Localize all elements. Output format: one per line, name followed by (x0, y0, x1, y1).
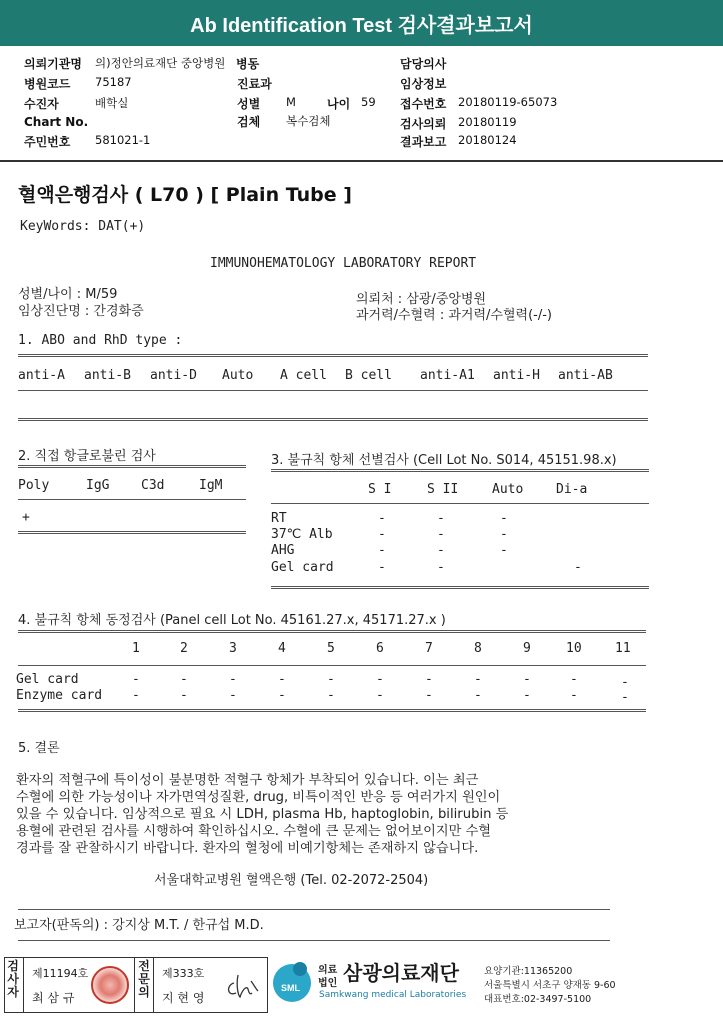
lab-report-title: IMMUNOHEMATOLOGY LABORATORY REPORT (210, 256, 477, 271)
panel-row-label: Enzyme card (16, 688, 103, 703)
abo-col: anti-A (18, 368, 65, 383)
screen-col: Di-a (556, 482, 588, 497)
sex-value: M (286, 95, 296, 109)
screen-cell: - (378, 511, 386, 526)
ward-label: 병동 (236, 57, 260, 71)
abo-col: anti-B (84, 368, 131, 383)
panel-col: 9 (523, 641, 531, 656)
specialist-license: 제333호 (162, 967, 205, 980)
divider (271, 469, 649, 472)
dept-label: 진료과 (237, 77, 272, 91)
conclusion-line: 경과를 잘 관찰하시기 바랍니다. 환자의 혈청에 비예기항체는 존재하지 않습니다. (16, 841, 479, 856)
panel-col: 5 (327, 641, 335, 656)
screen-cell: - (574, 560, 582, 575)
divider (18, 909, 610, 910)
abo-col: anti-AB (558, 368, 613, 383)
screen-cell: - (437, 527, 445, 542)
panel-cell: - (474, 688, 482, 703)
divider (271, 503, 649, 504)
age-value: 59 (361, 95, 376, 109)
signature-icon (224, 971, 260, 1001)
dat-col: IgM (199, 478, 223, 493)
dat-col: C3d (141, 478, 165, 493)
divider (18, 418, 648, 421)
sex-label: 성별 (237, 97, 261, 111)
hospital-code-value: 75187 (95, 75, 132, 89)
panel-cell: - (376, 688, 384, 703)
id-number-label: 주민번호 (24, 135, 71, 149)
signature-line: 서울대학교병원 혈액은행 (Tel. 02-2072-2504) (154, 873, 429, 888)
abo-col: B cell (345, 368, 392, 383)
diagnosis-line: 임상진단명 : 간경화증 (18, 304, 144, 319)
panel-col: 2 (180, 641, 188, 656)
panel-cell: - (180, 688, 188, 703)
conclusion-line: 환자의 적혈구에 특이성이 불분명한 적혈구 항체가 부착되어 있습니다. 이는 최근 (16, 773, 479, 788)
examiner-name: 최 삼 규 (32, 991, 75, 1005)
dat-col: IgG (86, 478, 110, 493)
panel-cell: - (523, 672, 531, 687)
divider (18, 531, 246, 534)
section-1-title: 1. ABO and RhD type : (18, 333, 183, 348)
abo-col: anti-A1 (420, 368, 475, 383)
panel-cell: - (278, 672, 286, 687)
examiner-license: 제11194호 (32, 967, 89, 980)
org-code: 요양기관:11365200 (484, 966, 573, 977)
keywords: KeyWords: DAT(+) (20, 219, 146, 234)
specialist-label-cell (134, 957, 154, 1013)
report-title: 혈액은행검사 ( L70 ) [ Plain Tube ] (18, 184, 352, 206)
screen-col: S I (368, 482, 392, 497)
screen-cell: - (437, 511, 445, 526)
screen-cell: - (500, 527, 508, 542)
examiner-label-cell (4, 957, 24, 1013)
screen-cell: - (378, 543, 386, 558)
panel-cell: - (132, 688, 140, 703)
screen-cell: - (437, 560, 445, 575)
panel-cell: - (229, 688, 237, 703)
panel-col: 8 (474, 641, 482, 656)
panel-cell: - (621, 675, 629, 690)
result-date-value: 20180124 (458, 133, 517, 147)
divider (18, 665, 646, 666)
request-date-label: 검사의뢰 (400, 117, 447, 131)
conclusion-line: 있을 수 있습니다. 임상적으로 필요 시 LDH, plasma Hb, haptoglobin, bilirubin 등 (16, 807, 509, 822)
screen-row-label: Gel card (271, 560, 334, 575)
panel-col: 7 (425, 641, 433, 656)
panel-cell: - (570, 672, 578, 687)
panel-col: 3 (229, 641, 237, 656)
history-line: 과거력/수혈력 : 과거력/수혈력(-/-) (356, 308, 553, 323)
request-date-value: 20180119 (458, 115, 517, 129)
screen-cell: - (500, 543, 508, 558)
divider (18, 709, 646, 712)
conclusion-line: 수혈에 의한 가능성이나 자가면역성질환, drug, 비특이적인 반응 등 여러가지 원인이 (16, 790, 501, 805)
screen-row-label: 37℃ Alb (271, 527, 333, 542)
receipt-label: 접수번호 (400, 97, 447, 111)
requester-line: 의뢰처 : 삼광/중앙병원 (356, 292, 487, 307)
abo-col: A cell (280, 368, 327, 383)
divider (18, 940, 610, 941)
hospital-code-label: 병원코드 (24, 77, 71, 91)
panel-cell: - (180, 672, 188, 687)
panel-cell: - (425, 688, 433, 703)
logo-text: SML (281, 983, 300, 993)
divider (18, 630, 646, 633)
section-5-title: 5. 결론 (18, 741, 60, 756)
section-3-title: 3. 불규칙 항체 선별검사 (Cell Lot No. S014, 45151.98.x) (271, 453, 617, 468)
abo-col: anti-H (493, 368, 540, 383)
org-prefix-top: 의료 (318, 965, 338, 976)
screen-cell: - (500, 511, 508, 526)
specimen-label: 검체 (237, 115, 261, 129)
divider (18, 465, 246, 468)
requester-value: 의)정안의료재단 중앙병원 (95, 56, 226, 70)
screen-cell: - (378, 527, 386, 542)
panel-cell: - (327, 688, 335, 703)
requester-label: 의뢰기관명 (24, 57, 82, 71)
panel-cell: - (376, 672, 384, 687)
divider (18, 354, 648, 357)
patient-value: 배학실 (95, 96, 129, 110)
chart-no-label: Chart No. (24, 115, 89, 129)
dat-poly-value: + (22, 510, 30, 525)
org-phone: 대표번호:02-3497-5100 (484, 994, 592, 1005)
screen-row-label: AHG (271, 543, 295, 558)
panel-cell: - (621, 690, 629, 705)
panel-cell: - (523, 688, 531, 703)
panel-col: 6 (376, 641, 384, 656)
dat-col: Poly (18, 478, 50, 493)
panel-cell: - (425, 672, 433, 687)
abo-col: anti-D (150, 368, 197, 383)
specialist-label: 전문의 (138, 959, 150, 999)
org-prefix-bottom: 법인 (318, 978, 338, 989)
id-number-value: 581021-1 (95, 133, 151, 147)
screen-col: S II (427, 482, 459, 497)
panel-cell: - (132, 672, 140, 687)
panel-col: 4 (278, 641, 286, 656)
specimen-value: 복수검체 (286, 114, 331, 128)
conclusion-line: 용혈에 관련된 검사를 시행하여 확인하십시오. 수혈에 큰 문제는 없어보이지만 수혈 (16, 824, 492, 839)
org-name: 삼광의료재단 (343, 961, 459, 985)
panel-row-label: Gel card (16, 672, 79, 687)
patient-label: 수진자 (24, 97, 59, 111)
sex-age-line: 성별/나이 : M/59 (18, 287, 118, 302)
panel-col: 10 (566, 641, 582, 656)
screen-cell: - (378, 560, 386, 575)
panel-col: 11 (615, 641, 631, 656)
screen-row-label: RT (271, 511, 287, 526)
panel-cell: - (570, 688, 578, 703)
divider (18, 499, 246, 500)
report-title-bar: Ab Identification Test 검사결과보고서 (0, 0, 723, 46)
specialist-name: 지 현 영 (162, 991, 205, 1005)
age-label: 나이 (327, 97, 351, 111)
reporter-line: 보고자(판독의) : 강지상 M.T. / 한규섭 M.D. (14, 918, 264, 933)
result-date-label: 결과보고 (400, 135, 447, 149)
panel-cell: - (474, 672, 482, 687)
panel-col: 1 (132, 641, 140, 656)
panel-cell: - (229, 672, 237, 687)
screen-col: Auto (492, 482, 524, 497)
panel-cell: - (278, 688, 286, 703)
receipt-value: 20180119-65073 (458, 95, 558, 109)
header-divider (0, 160, 723, 162)
org-address: 서울특별시 서초구 양재동 9-60 (484, 980, 616, 991)
section-2-title: 2. 직접 항글로불린 검사 (18, 449, 156, 464)
section-4-title: 4. 불규칙 항체 동정검사 (Panel cell Lot No. 45161.27.x, 45171.27.x ) (18, 613, 446, 628)
examiner-label: 검사자 (7, 959, 19, 999)
divider (18, 390, 648, 391)
clinical-info-label: 임상정보 (400, 77, 447, 91)
abo-col: Auto (222, 368, 254, 383)
org-english: Samkwang medical Laboratories (319, 990, 467, 1000)
doctor-label: 담당의사 (400, 57, 447, 71)
sml-logo-icon (270, 957, 316, 1005)
seal-icon (91, 966, 129, 1004)
divider (271, 586, 649, 589)
panel-cell: - (327, 672, 335, 687)
screen-cell: - (437, 543, 445, 558)
